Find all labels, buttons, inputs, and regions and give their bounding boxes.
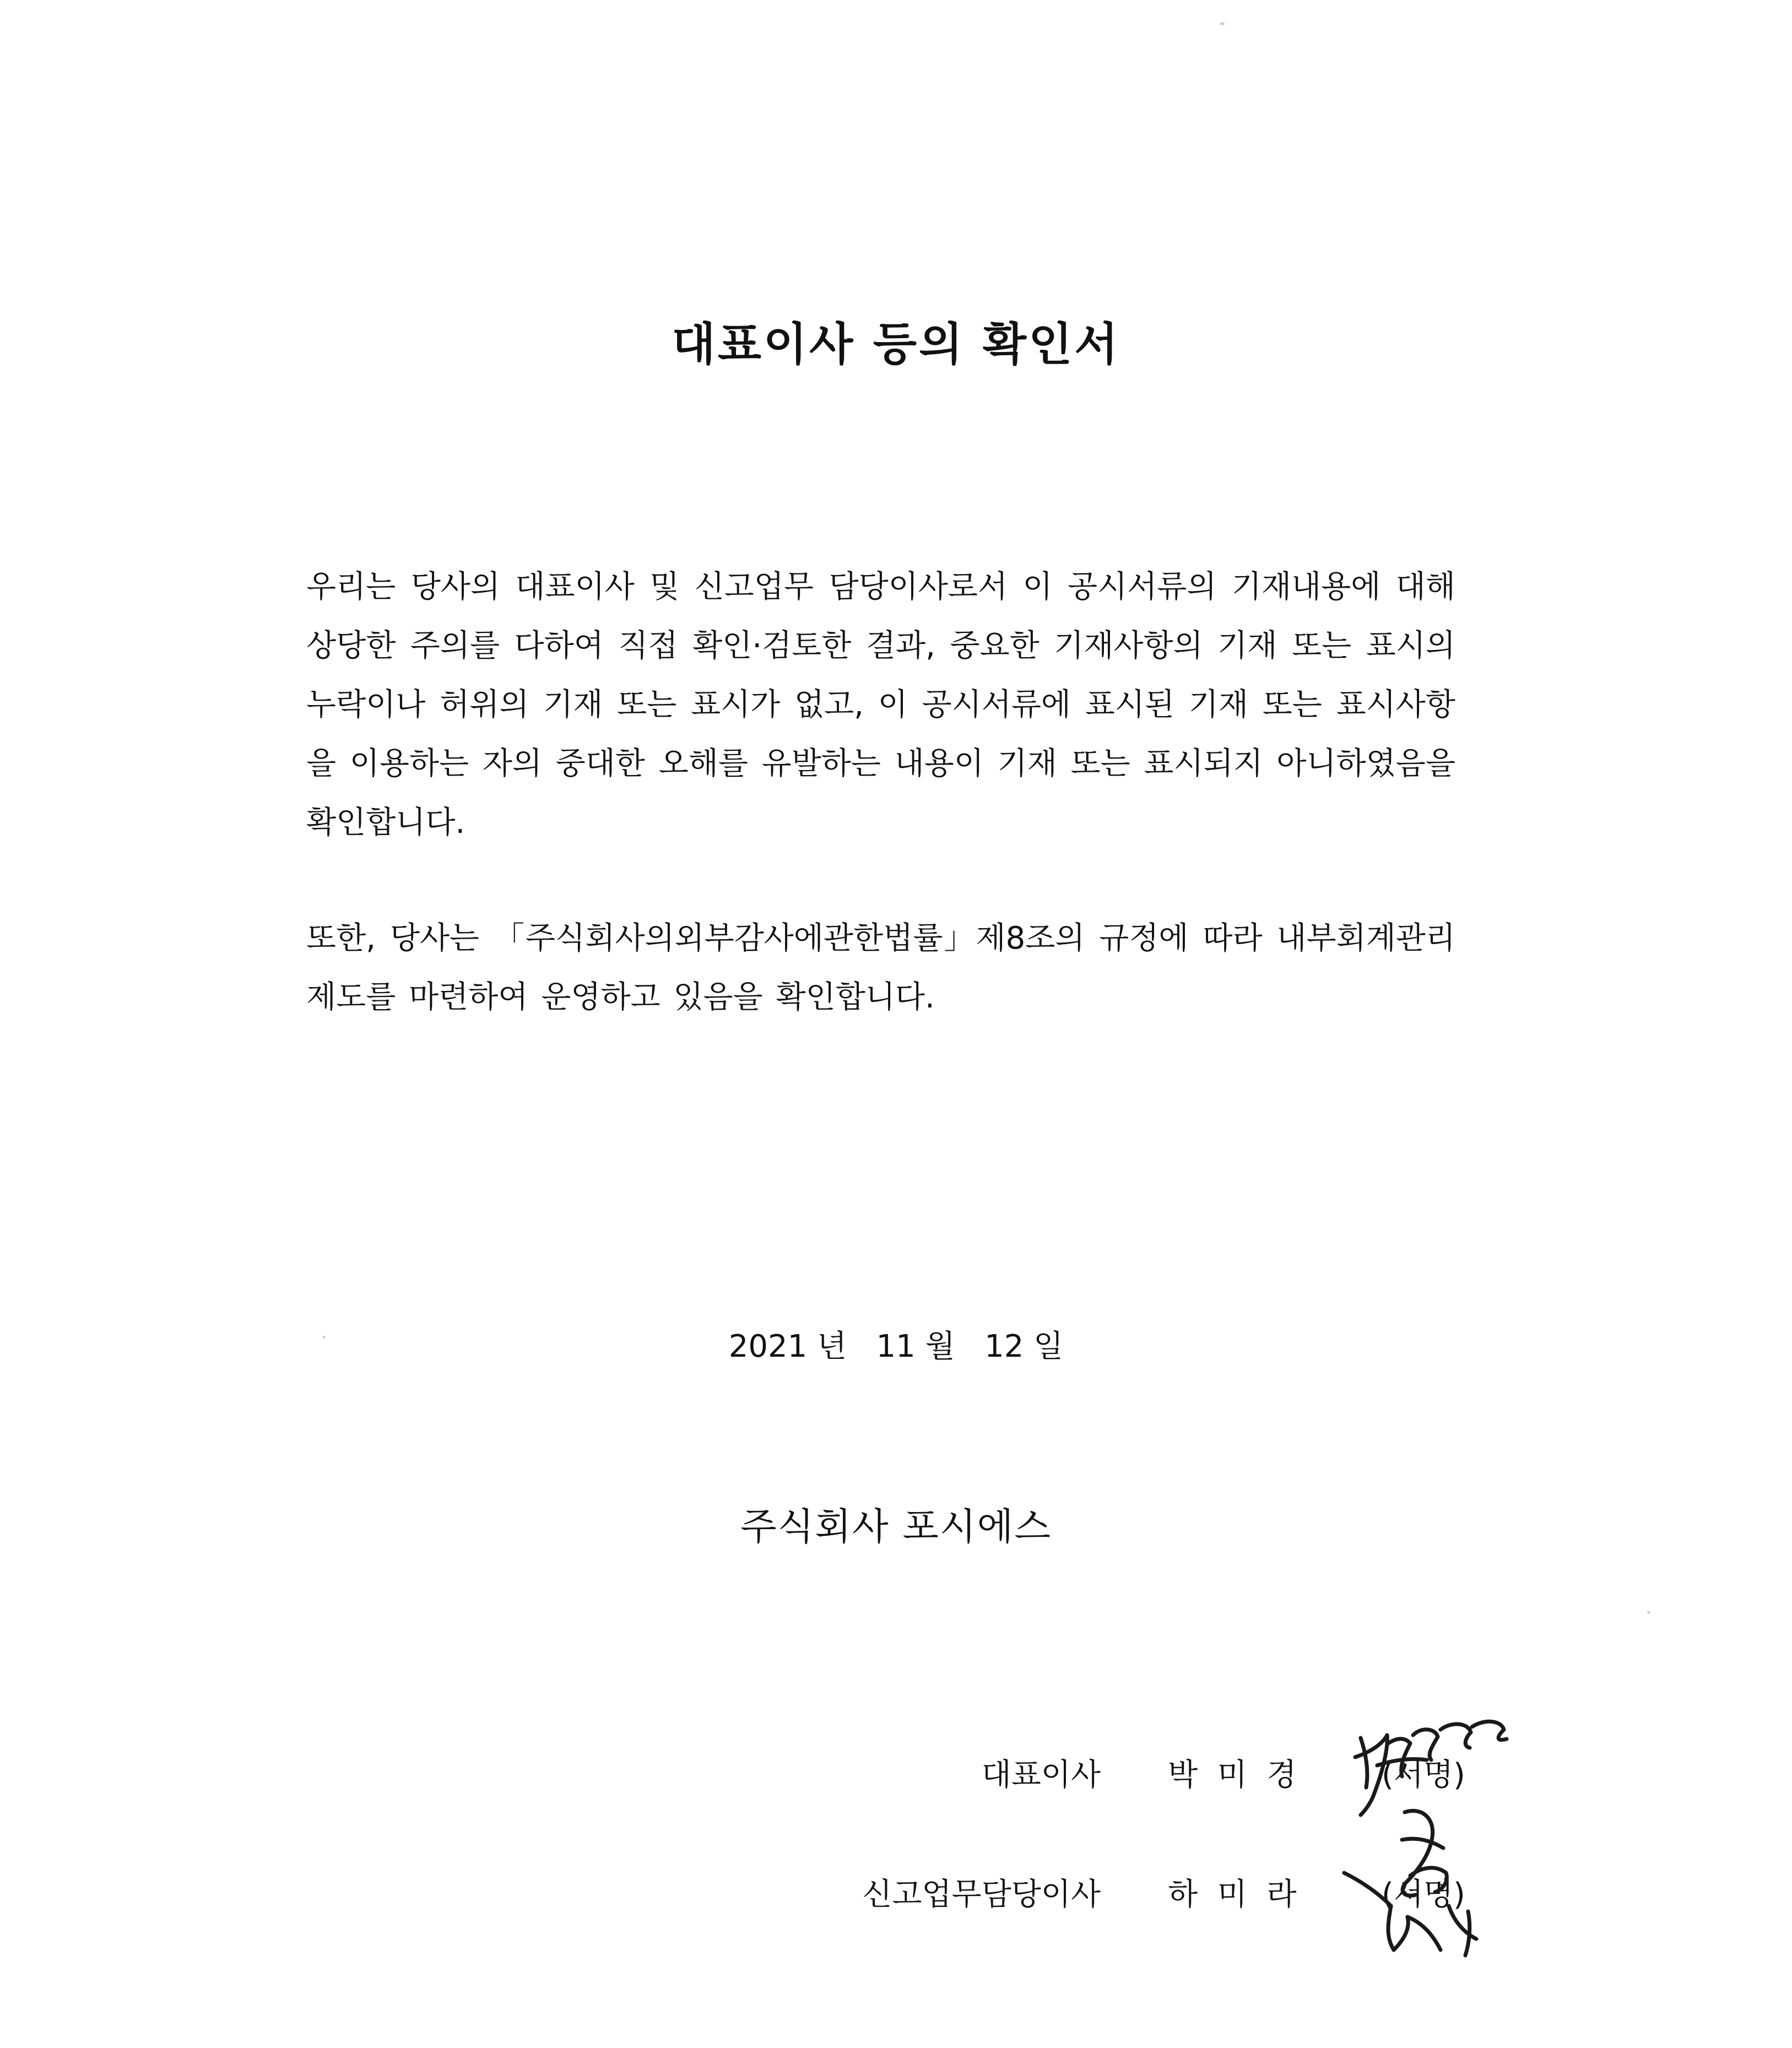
signatory-name: 하 미 라 (1168, 1877, 1297, 1912)
signature-mark-label: (서명) (1382, 1877, 1465, 1912)
confirmation-paragraph: 우리는 당사의 대표이사 및 신고업무 담당이사로서 이 공시서류의 기재내용에 대해 상당한 주의를 다하여 직접 확인·검토한 결과, 중요한 기재사항의 기재 또는 표시의 누락이나 허위의 기재 또는 표시가 없고, 이 공시서류에 표시된 기재 또는 표시사항을 이용하는 자의 중대한 오해를 유발하는 내용이 기재 또는 표시되지 아니하였음을 확인합니다. (306, 569, 1455, 841)
signatory-role: 신고업무담당이사 (862, 1877, 1101, 1912)
signatory-role: 대표이사 (981, 1757, 1101, 1793)
document-title: 대표이사 등의 확인서 (672, 318, 1120, 371)
signatory-reporting-director (0, 1870, 1792, 1914)
signatory-name: 박 미 경 (1168, 1757, 1297, 1793)
company-name: 주식회사 포시에스 (740, 1505, 1052, 1549)
signatory-ceo (0, 1751, 1792, 1795)
signature-mark-label: (서명) (1382, 1757, 1465, 1793)
document-date: 2021 년 11 월 12 일 (728, 1329, 1064, 1364)
internal-control-paragraph: 또한, 당사는 「주식회사의외부감사에관한법률」제8조의 규정에 따라 내부회계관리제도를 마련하여 운영하고 있음을 확인합니다. (306, 920, 1455, 1015)
